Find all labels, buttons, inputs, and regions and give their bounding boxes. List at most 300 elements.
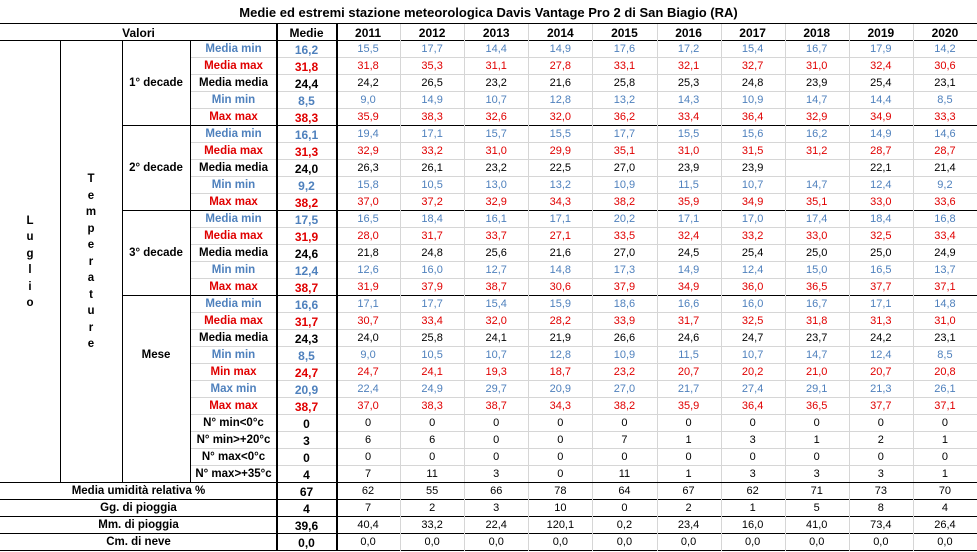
row-year-value: 23,9 (806, 77, 828, 89)
row-year-value: 16,1 (485, 213, 507, 225)
row-year-value: 0 (557, 434, 564, 446)
row-year-value: 0 (941, 451, 948, 463)
border-line (0, 23, 977, 24)
row-year-value: 16,5 (357, 213, 379, 225)
row-year-value: 16,7 (806, 298, 828, 310)
row-year-value: 32,4 (870, 60, 892, 72)
row-year-value: 0 (364, 417, 372, 429)
bottom-row-year-value: 41,0 (806, 519, 828, 531)
section-label: 1° decade (129, 76, 183, 89)
row-year-value: 33,3 (934, 111, 956, 123)
row-year-value: 23,2 (613, 366, 636, 378)
row-year-value: 12,7 (485, 264, 507, 276)
row-year-value: 23,1 (934, 332, 956, 344)
row-year-value: 20,8 (934, 366, 956, 378)
row-label: N° min<0°c (203, 416, 264, 429)
row-year-value: 23,9 (677, 162, 700, 174)
row-year-value: 12,4 (870, 349, 892, 361)
row-label: Media min (205, 212, 262, 225)
border-line (190, 41, 191, 483)
row-year-value: 20,7 (870, 366, 892, 378)
row-year-value: 14,4 (485, 43, 507, 55)
header-year-2012: 2012 (418, 25, 446, 40)
row-year-value: 32,0 (549, 111, 572, 123)
bottom-row-label: Cm. di neve (106, 535, 171, 548)
row-year-value: 29,9 (549, 145, 572, 157)
row-year-value: 26,1 (421, 162, 443, 174)
row-year-value: 33,0 (870, 196, 892, 208)
bottom-row-year-value: 0,0 (488, 536, 504, 548)
bottom-row-year-value: 0,0 (809, 536, 825, 548)
bottom-row-label: Mm. di pioggia (98, 518, 179, 531)
row-year-value: 32,1 (677, 60, 700, 72)
row-year-value: 38,7 (485, 400, 507, 412)
bottom-row-label: Gg. di pioggia (100, 501, 177, 514)
grid-line (785, 24, 786, 551)
header-year-2014: 2014 (546, 25, 574, 40)
row-year-value: 22,4 (357, 383, 379, 395)
row-media-value: 24,6 (294, 246, 319, 261)
row-year-value: 3 (493, 468, 500, 480)
row-year-value: 31,8 (357, 60, 379, 72)
grid-line (464, 24, 465, 551)
row-year-value: 27,0 (613, 162, 636, 174)
row-year-value: 14,4 (870, 94, 892, 106)
row-year-value: 1 (685, 468, 692, 480)
row-media-value: 24,3 (294, 331, 319, 346)
row-year-value: 17,1 (357, 298, 379, 310)
row-year-value: 18,6 (613, 298, 636, 310)
row-year-value: 33,4 (677, 111, 700, 123)
row-year-value: 16,6 (677, 298, 700, 310)
bottom-row-year-value: 26,4 (934, 519, 956, 531)
border-line (336, 24, 338, 551)
row-media-value: 3 (303, 433, 310, 448)
row-label: Media max (204, 229, 263, 242)
section-label: Mese (141, 348, 171, 361)
border-line (0, 482, 977, 483)
row-year-value: 23,2 (485, 162, 507, 174)
bottom-row-year-value: 4 (941, 502, 948, 514)
bottom-row-year-value: 3 (493, 502, 500, 514)
row-media-value: 31,9 (294, 229, 319, 244)
bottom-row-label: Media umidità relativa % (71, 484, 206, 497)
row-year-value: 16,7 (806, 43, 828, 55)
row-year-value: 10,9 (613, 179, 636, 191)
row-year-value: 0 (557, 468, 564, 480)
row-label: N° max<0°c (201, 450, 266, 463)
bottom-row-year-value: 22,4 (485, 519, 507, 531)
row-year-value: 36,4 (741, 111, 764, 123)
row-year-value: 16,0 (741, 298, 764, 310)
row-year-value: 25,4 (870, 77, 892, 89)
header-year-2018: 2018 (803, 25, 831, 40)
row-year-value: 14,7 (806, 94, 828, 106)
row-year-value: 15,4 (741, 43, 764, 55)
border-line (60, 41, 61, 483)
row-year-value: 38,3 (421, 400, 443, 412)
row-year-value: 14,8 (934, 298, 956, 310)
row-media-value: 0 (303, 416, 310, 431)
row-year-value: 31,2 (806, 145, 828, 157)
row-year-value: 26,3 (357, 162, 379, 174)
row-year-value: 25,3 (677, 77, 700, 89)
bottom-row-year-value: 73 (874, 485, 887, 497)
row-year-value: 10,7 (741, 179, 764, 191)
row-year-value: 36,2 (613, 111, 636, 123)
row-media-value: 12,4 (294, 263, 319, 278)
row-year-value (785, 160, 849, 177)
row-year-value: 0 (364, 451, 372, 463)
row-year-value: 17,4 (806, 213, 828, 225)
bottom-row-year-value: 0,0 (616, 536, 633, 548)
row-year-value: 9,2 (937, 179, 953, 191)
bottom-row-year-value: 2 (685, 502, 692, 514)
section-label: 2° decade (129, 161, 183, 174)
row-year-value: 12,4 (741, 264, 764, 276)
row-year-value: 14,7 (806, 179, 828, 191)
row-year-value: 3 (813, 468, 820, 480)
row-year-value: 10,7 (485, 94, 507, 106)
row-year-value: 38,2 (613, 400, 636, 412)
bottom-row-year-value: 16,0 (741, 519, 764, 531)
row-year-value: 16,5 (870, 264, 892, 276)
row-year-value: 1 (813, 434, 820, 446)
row-year-value: 36,4 (741, 400, 764, 412)
row-label: Min min (211, 348, 256, 361)
bottom-row-year-value: 0,0 (873, 536, 889, 548)
row-year-value: 17,1 (421, 128, 443, 140)
bottom-row-media-value: 39,6 (294, 518, 319, 533)
bottom-row-year-value: 70 (938, 485, 952, 497)
row-year-value: 14,9 (870, 128, 892, 140)
row-year-value: 37,7 (870, 281, 892, 293)
row-year-value: 35,1 (806, 196, 828, 208)
row-year-value: 37,9 (421, 281, 443, 293)
row-year-value: 10,5 (421, 179, 443, 191)
row-year-value: 37,0 (357, 196, 379, 208)
row-media-value: 38,7 (294, 399, 319, 414)
row-year-value: 33,4 (934, 230, 956, 242)
row-year-value: 31,3 (870, 315, 892, 327)
row-year-value: 28,7 (934, 145, 956, 157)
row-year-value: 27,8 (549, 60, 572, 72)
row-year-value: 31,7 (677, 315, 700, 327)
row-year-value: 0 (813, 417, 820, 429)
row-year-value: 29,7 (485, 383, 507, 395)
row-year-value: 24,6 (677, 332, 700, 344)
row-year-value: 2 (877, 434, 884, 446)
row-year-value: 36,5 (806, 281, 828, 293)
row-year-value: 10,7 (485, 349, 507, 361)
row-year-value: 1 (941, 434, 948, 446)
row-year-value: 31,0 (677, 145, 700, 157)
row-year-value: 26,5 (421, 77, 443, 89)
row-year-value: 20,9 (549, 383, 572, 395)
row-year-value: 13,0 (485, 179, 507, 191)
row-year-value: 25,0 (806, 247, 828, 259)
row-year-value: 17,1 (677, 213, 700, 225)
row-year-value: 24,7 (741, 332, 764, 344)
row-year-value: 0 (429, 417, 436, 429)
row-label: Media media (198, 76, 269, 89)
header-year-2019: 2019 (867, 25, 895, 40)
row-year-value: 13,2 (613, 94, 636, 106)
row-year-value: 31,1 (485, 60, 507, 72)
row-year-value: 18,7 (549, 366, 572, 378)
row-year-value: 28,0 (357, 230, 379, 242)
row-media-value: 24,4 (294, 76, 319, 91)
row-year-value: 31,7 (421, 230, 443, 242)
bottom-row-year-value: 0,0 (680, 536, 697, 548)
row-year-value: 23,1 (934, 77, 956, 89)
row-year-value: 0 (685, 451, 692, 463)
row-year-value: 21,0 (806, 366, 828, 378)
row-year-value: 35,9 (357, 111, 379, 123)
row-label: N° min>+20°c (196, 433, 271, 446)
row-label: Min min (211, 93, 256, 106)
row-year-value: 8,5 (937, 349, 953, 361)
row-year-value: 32,7 (741, 60, 764, 72)
row-year-value: 35,9 (677, 400, 700, 412)
row-year-value: 20,7 (677, 366, 700, 378)
row-year-value: 23,7 (806, 332, 828, 344)
row-label: Max min (210, 382, 257, 395)
border-line (122, 41, 123, 483)
border-line (276, 24, 278, 551)
row-media-value: 8,5 (298, 348, 315, 363)
row-media-value: 16,1 (294, 127, 319, 142)
row-label: Max max (209, 399, 258, 412)
row-year-value: 34,3 (549, 400, 572, 412)
row-media-value: 24,0 (294, 161, 319, 176)
row-year-value: 35,1 (613, 145, 636, 157)
row-year-value: 15,8 (357, 179, 379, 191)
row-label: Media media (198, 161, 269, 174)
row-year-value: 10,5 (421, 349, 443, 361)
row-year-value: 24,1 (421, 366, 443, 378)
row-media-value: 31,7 (294, 314, 319, 329)
row-year-value: 34,9 (741, 196, 764, 208)
bottom-row-year-value: 0,2 (616, 519, 633, 531)
bottom-row-year-value: 55 (426, 485, 439, 497)
header-year-2011: 2011 (355, 25, 382, 40)
row-label: Min min (211, 263, 256, 276)
row-label: Media max (204, 314, 263, 327)
row-year-value: 36,0 (741, 281, 764, 293)
row-year-value: 32,9 (806, 111, 828, 123)
row-year-value: 26,1 (934, 383, 956, 395)
row-year-value: 38,3 (421, 111, 443, 123)
row-year-value: 24,9 (421, 383, 443, 395)
row-label: Min min (211, 178, 256, 191)
row-year-value: 16,0 (421, 264, 443, 276)
row-year-value: 18,4 (421, 213, 443, 225)
grid-line (592, 24, 593, 551)
bottom-row-media-value: 0,0 (298, 535, 315, 550)
row-year-value: 31,8 (806, 315, 828, 327)
row-year-value: 15,5 (357, 43, 379, 55)
row-year-value: 10,9 (741, 94, 764, 106)
row-year-value: 33,2 (741, 230, 764, 242)
row-year-value: 17,9 (870, 43, 892, 55)
row-label: Media min (205, 42, 262, 55)
bottom-row-year-value: 0,0 (424, 536, 440, 548)
row-year-value: 21,3 (870, 383, 892, 395)
row-year-value: 29,1 (806, 383, 828, 395)
grid-line (913, 24, 914, 551)
header-year-2020: 2020 (931, 25, 959, 40)
bottom-row-year-value: 1 (749, 502, 756, 514)
grid-line (528, 24, 529, 551)
row-media-value: 16,6 (294, 297, 319, 312)
row-media-value: 0 (303, 450, 310, 465)
row-year-value: 20,2 (613, 213, 636, 225)
bottom-row-year-value: 23,4 (677, 519, 700, 531)
row-year-value: 32,0 (485, 315, 507, 327)
row-year-value: 24,8 (741, 77, 764, 89)
row-year-value: 27,1 (549, 230, 572, 242)
row-year-value: 0 (621, 417, 628, 429)
bottom-row-year-value: 71 (810, 485, 823, 497)
row-year-value: 14,9 (677, 264, 700, 276)
row-year-value: 0 (493, 417, 500, 429)
row-label: Max max (209, 110, 258, 123)
row-year-value: 3 (749, 434, 756, 446)
header-year-2015: 2015 (611, 25, 638, 40)
grid-line (849, 24, 850, 551)
row-year-value: 21,9 (549, 332, 572, 344)
row-year-value: 0 (493, 434, 500, 446)
grid-line (400, 24, 401, 551)
bottom-row-media-value: 67 (299, 484, 314, 499)
row-year-value: 11,5 (678, 349, 699, 361)
bottom-row-year-value: 67 (682, 485, 695, 497)
row-year-value: 16,2 (806, 128, 828, 140)
row-year-value: 0 (877, 451, 884, 463)
row-year-value: 17,7 (421, 298, 443, 310)
row-year-value: 14,9 (549, 43, 572, 55)
row-year-value: 33,6 (934, 196, 956, 208)
row-year-value: 33,7 (485, 230, 507, 242)
row-year-value: 12,8 (549, 94, 572, 106)
row-year-value: 15,7 (485, 128, 507, 140)
bottom-row-year-value: 0,0 (937, 536, 953, 548)
row-year-value: 17,1 (870, 298, 892, 310)
row-year-value: 15,4 (485, 298, 507, 310)
row-year-value: 24,7 (357, 366, 379, 378)
row-year-value: 10,9 (613, 349, 636, 361)
row-year-value: 23,2 (485, 77, 507, 89)
row-media-value: 24,7 (294, 365, 319, 380)
row-year-value: 12,4 (870, 179, 892, 191)
row-year-value: 10,7 (741, 349, 764, 361)
border-line (0, 40, 977, 41)
row-label: Media media (198, 331, 269, 344)
row-year-value: 34,9 (870, 111, 892, 123)
row-label: Media max (204, 144, 263, 157)
row-year-value: 17,7 (421, 43, 443, 55)
row-year-value: 32,9 (357, 145, 379, 157)
row-year-value: 24,9 (934, 247, 956, 259)
row-year-value: 7 (621, 434, 628, 446)
row-year-value: 24,1 (485, 332, 507, 344)
bottom-row-year-value: 8 (877, 502, 884, 514)
row-year-value: 17,7 (613, 128, 636, 140)
bottom-row-year-value: 10 (554, 502, 567, 514)
row-year-value: 30,6 (549, 281, 572, 293)
row-year-value: 15,5 (677, 128, 700, 140)
row-year-value: 32,4 (677, 230, 700, 242)
row-year-value: 33,0 (806, 230, 828, 242)
row-year-value: 24,0 (357, 332, 379, 344)
row-year-value: 16,8 (934, 213, 956, 225)
row-year-value: 37,2 (421, 196, 443, 208)
row-year-value: 12,6 (357, 264, 379, 276)
bottom-row-year-value: 7 (364, 502, 372, 514)
row-year-value: 21,6 (549, 77, 572, 89)
row-year-value: 17,2 (677, 43, 700, 55)
bottom-row-year-value: 0,0 (552, 536, 568, 548)
row-year-value: 19,4 (357, 128, 379, 140)
sheet-title: Medie ed estremi stazione meteorologica Davis Vantage Pro 2 di San Biagio (RA) (239, 4, 738, 20)
row-year-value: 17,1 (549, 213, 572, 225)
row-label: Media max (204, 59, 263, 72)
row-year-value: 28,7 (870, 145, 892, 157)
row-year-value: 3 (877, 468, 884, 480)
row-year-value: 33,9 (613, 315, 636, 327)
row-year-value: 32,5 (741, 315, 764, 327)
row-year-value: 30,7 (357, 315, 379, 327)
row-year-value: 33,4 (421, 315, 443, 327)
bottom-row-year-value: 33,2 (421, 519, 443, 531)
row-label: N° max>+35°c (195, 467, 272, 480)
row-year-value: 35,9 (677, 196, 700, 208)
row-year-value: 11,5 (678, 179, 699, 191)
row-year-value: 1 (941, 468, 948, 480)
header-year-2017: 2017 (739, 25, 766, 40)
row-year-value: 11 (618, 468, 631, 480)
row-year-value: 14,7 (806, 349, 828, 361)
row-year-value: 0 (557, 451, 564, 463)
bottom-row-year-value: 0,0 (744, 536, 761, 548)
row-year-value: 26,6 (613, 332, 636, 344)
row-media-value: 38,3 (294, 110, 319, 125)
grid-line (721, 24, 722, 551)
bottom-row-year-value: 62 (361, 485, 375, 497)
row-year-value: 31,0 (806, 60, 828, 72)
row-year-value: 14,8 (549, 264, 572, 276)
row-year-value: 13,7 (934, 264, 956, 276)
row-year-value: 37,1 (934, 400, 956, 412)
bottom-row-year-value: 78 (554, 485, 567, 497)
row-media-value: 31,8 (294, 59, 319, 74)
row-media-value: 38,2 (294, 195, 319, 210)
row-year-value: 14,2 (934, 43, 956, 55)
row-year-value: 33,1 (613, 60, 636, 72)
row-year-value: 20,2 (741, 366, 764, 378)
row-year-value: 14,6 (934, 128, 956, 140)
row-label: Media min (205, 297, 262, 310)
row-year-value: 37,7 (870, 400, 892, 412)
row-year-value: 21,8 (357, 247, 379, 259)
row-label: Min max (210, 365, 257, 378)
row-year-value: 25,4 (741, 247, 764, 259)
row-media-value: 17,5 (294, 212, 319, 227)
row-year-value: 25,6 (485, 247, 507, 259)
row-year-value: 9,0 (360, 94, 376, 106)
row-year-value: 31,9 (357, 281, 379, 293)
